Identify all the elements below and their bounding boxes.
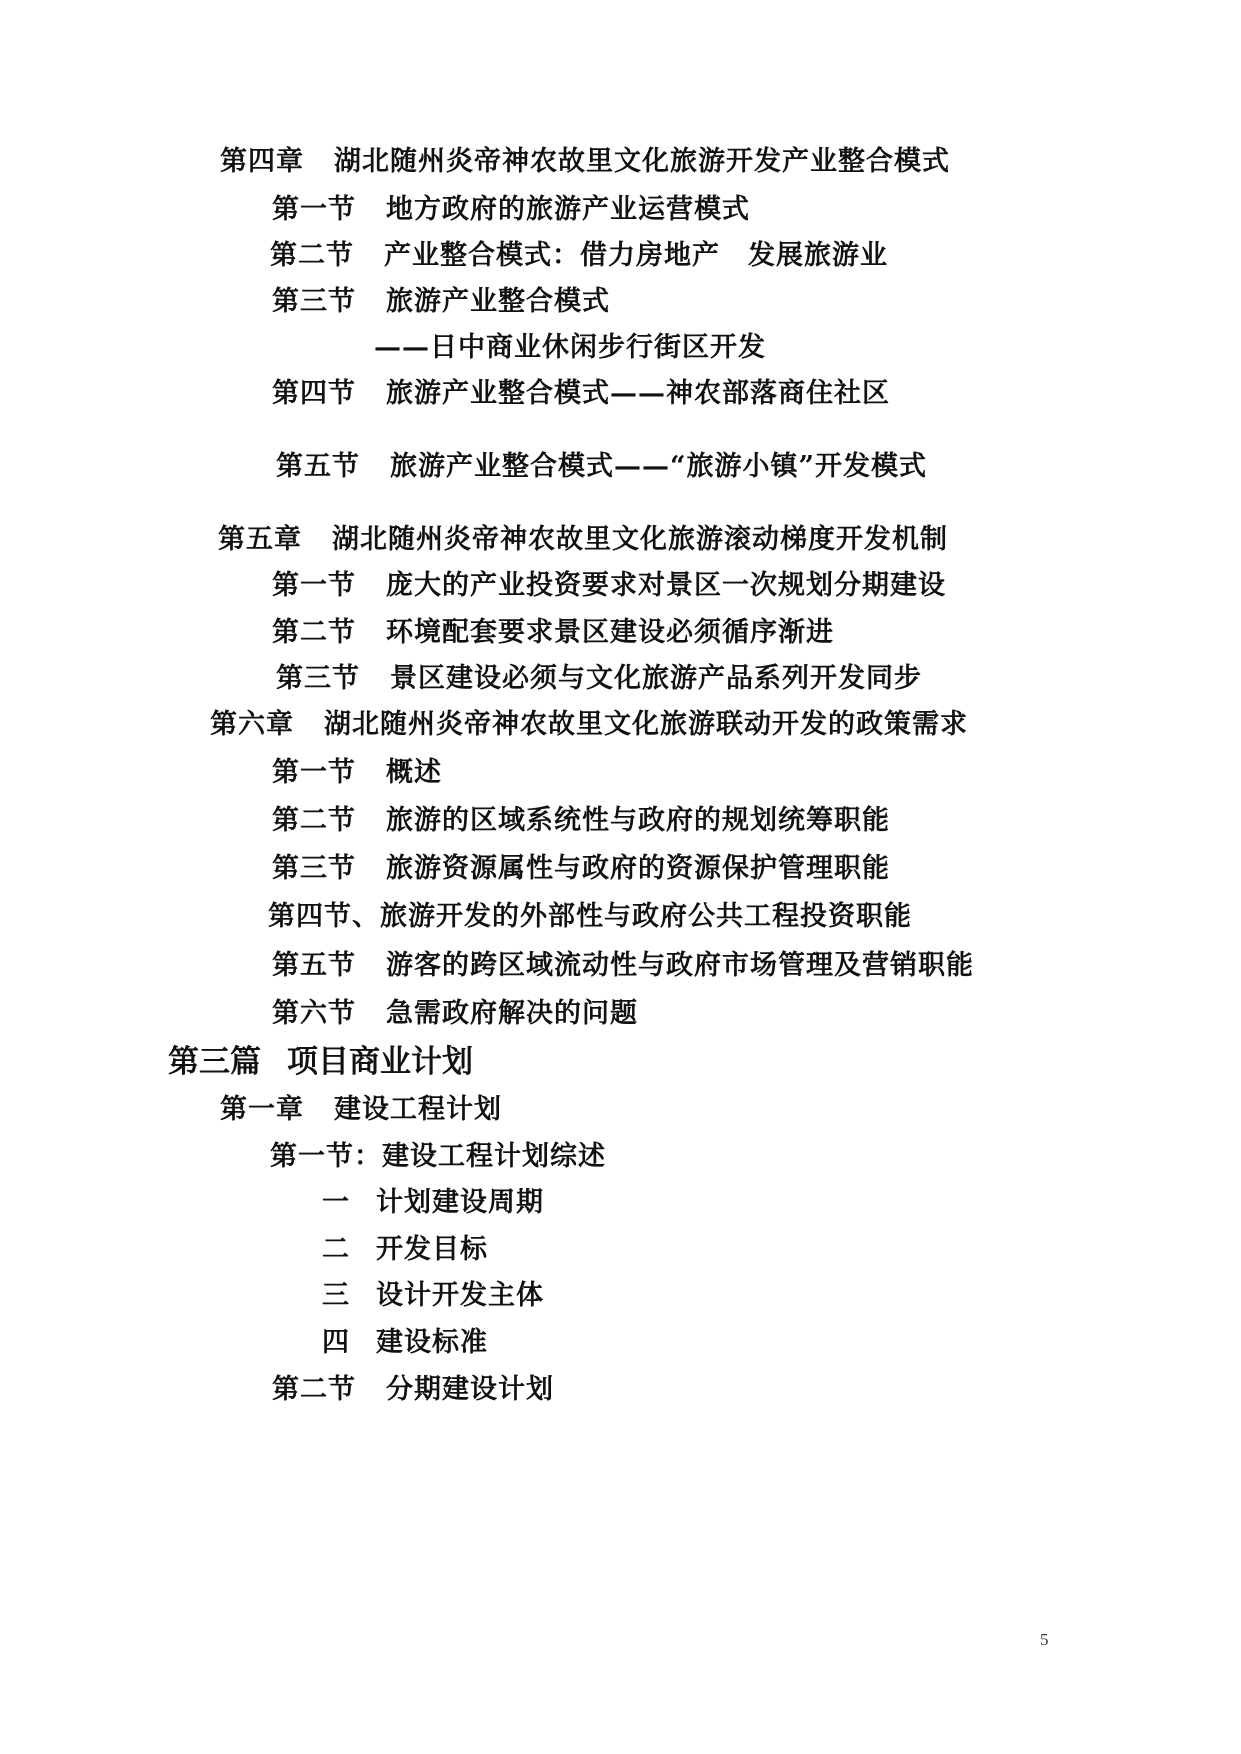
section-number: 第三节	[276, 663, 360, 694]
section-number: 第三节	[272, 286, 356, 317]
section-title: 环境配套要求景区建设必须循序渐进	[386, 617, 834, 648]
part-number: 第三篇	[168, 1044, 261, 1080]
item-title: 建设标准	[376, 1327, 488, 1358]
toc-section-6-6	[272, 997, 638, 1031]
toc-section-6-3	[272, 852, 890, 886]
toc-section-6-4	[268, 900, 912, 934]
toc-part-3	[168, 1043, 473, 1081]
section-title: 旅游的区域系统性与政府的规划统筹职能	[386, 805, 890, 836]
toc-section-4-2	[270, 239, 888, 273]
section-entry: 第一节：建设工程计划综述	[270, 1141, 606, 1172]
toc-item-3	[322, 1279, 544, 1313]
toc-section-5-3	[276, 662, 922, 696]
section-number: 第二节	[272, 1374, 356, 1405]
section-number: 第二节	[272, 617, 356, 648]
section-number: 第一节	[272, 194, 356, 225]
chapter-title: 湖北随州炎帝神农故里文化旅游滚动梯度开发机制	[332, 524, 948, 555]
toc-section-6-5	[272, 949, 974, 983]
page-number: 5	[1040, 1630, 1049, 1649]
chapter-title: 湖北随州炎帝神农故里文化旅游开发产业整合模式	[334, 146, 950, 177]
section-title: 地方政府的旅游产业运营模式	[386, 194, 750, 225]
chapter-number: 第一章	[220, 1094, 304, 1125]
toc-section-4-5	[276, 450, 927, 484]
toc-section-4-4	[272, 377, 890, 411]
toc-item-4	[322, 1326, 488, 1360]
section-title: 游客的跨区域流动性与政府市场管理及营销职能	[386, 950, 974, 981]
section-title: 分期建设计划	[386, 1374, 554, 1405]
section-title: 庞大的产业投资要求对景区一次规划分期建设	[386, 570, 946, 601]
toc-chapter-4	[220, 145, 950, 179]
chapter-number: 第四章	[220, 146, 304, 177]
toc-section-6-2	[272, 804, 890, 838]
item-number: 一	[322, 1187, 350, 1218]
section-title: 旅游产业整合模式——神农部落商住社区	[386, 378, 890, 409]
section-number: 第六节	[272, 998, 356, 1029]
section-number: 第一节	[272, 570, 356, 601]
section-number: 第五节	[276, 451, 360, 482]
section-number: 第一节	[272, 757, 356, 788]
toc-part3-section-1	[270, 1140, 606, 1174]
item-number: 四	[322, 1327, 350, 1358]
section-number: 第二节	[270, 240, 354, 271]
toc-part3-chapter-1	[220, 1093, 502, 1127]
toc-item-1	[322, 1186, 544, 1220]
section-title: 旅游资源属性与政府的资源保护管理职能	[386, 853, 890, 884]
toc-section-4-3	[272, 285, 610, 319]
section-subtitle: ——日中商业休闲步行街区开发	[374, 332, 766, 363]
chapter-title: 湖北随州炎帝神农故里文化旅游联动开发的政策需求	[324, 709, 968, 740]
toc-chapter-6	[210, 708, 968, 742]
section-title: 急需政府解决的问题	[386, 998, 638, 1029]
toc-part3-section-2	[272, 1373, 554, 1407]
item-title: 设计开发主体	[376, 1280, 544, 1311]
section-title: 景区建设必须与文化旅游产品系列开发同步	[390, 663, 922, 694]
section-entry: 第四节、旅游开发的外部性与政府公共工程投资职能	[268, 901, 912, 932]
toc-section-5-1	[272, 569, 946, 603]
toc-section-4-3-subtitle	[374, 331, 766, 365]
section-title: 旅游产业整合模式	[386, 286, 610, 317]
section-title: 概述	[386, 757, 442, 788]
section-title-part-2: 发展旅游业	[748, 240, 888, 271]
section-title: 旅游产业整合模式——“旅游小镇”开发模式	[390, 451, 928, 482]
item-title: 计划建设周期	[376, 1187, 544, 1218]
item-number: 二	[322, 1234, 350, 1265]
item-title: 开发目标	[376, 1234, 488, 1265]
toc-section-6-1	[272, 756, 442, 790]
toc-section-4-1	[272, 193, 750, 227]
section-number: 第四节	[272, 378, 356, 409]
section-number: 第五节	[272, 950, 356, 981]
toc-chapter-5	[218, 523, 948, 557]
chapter-number: 第五章	[218, 524, 302, 555]
toc-section-5-2	[272, 616, 834, 650]
part-title: 项目商业计划	[287, 1044, 473, 1080]
chapter-number: 第六章	[210, 709, 294, 740]
section-title: 产业整合模式：借力房地产	[384, 240, 720, 271]
section-number: 第二节	[272, 805, 356, 836]
toc-item-2	[322, 1233, 488, 1267]
section-number: 第三节	[272, 853, 356, 884]
chapter-title: 建设工程计划	[334, 1094, 502, 1125]
item-number: 三	[322, 1280, 350, 1311]
